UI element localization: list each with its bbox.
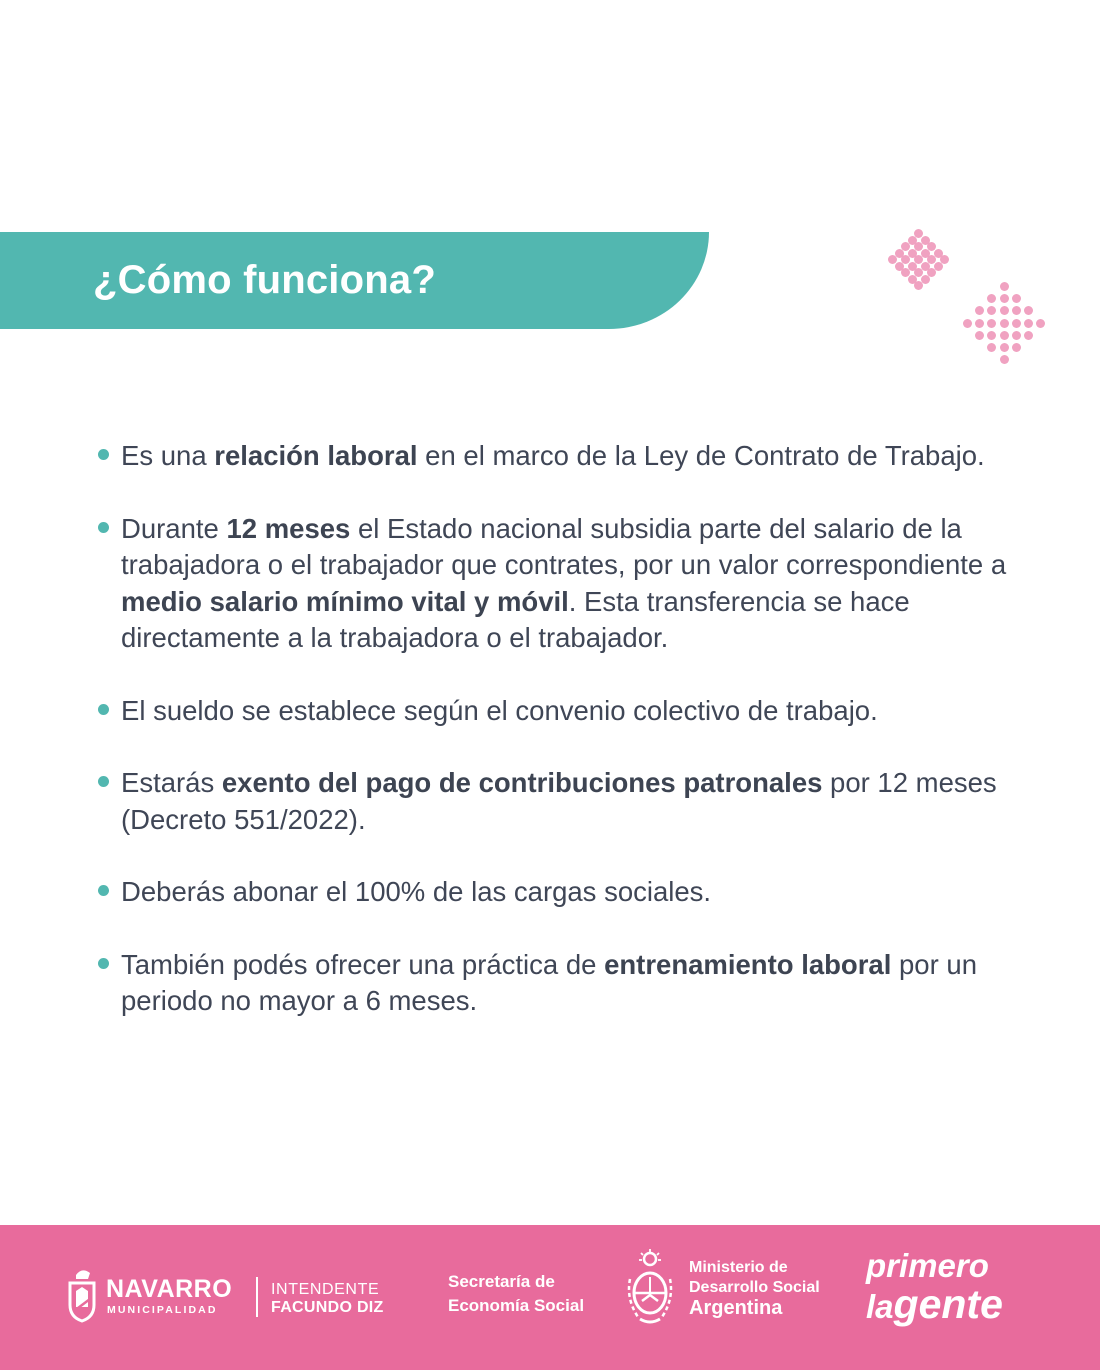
- text-run: en el marco de la Ley de Contrato de Trabajo.: [417, 440, 985, 471]
- text-run: el Estado nacional subsidia parte del salario de la trabajadora o el trabajador que contrates, por un valor correspondiente a: [121, 512, 1007, 580]
- ministerio-logo: [689, 1258, 820, 1318]
- secretaria-line-2: Economía Social: [448, 1296, 585, 1315]
- decor-dot: [1000, 343, 1009, 352]
- text-run: . Esta transferencia se hace directamente a la trabajadora o el trabajador.: [121, 585, 910, 653]
- text-run: por 12 meses (Decreto 551/2022).: [121, 767, 997, 835]
- text-run: El sueldo se establece según el convenio colectivo de trabajo.: [121, 694, 878, 726]
- decor-dot: [1036, 319, 1045, 328]
- bold-text: medio salario mínimo vital y móvil: [121, 585, 569, 617]
- list-item: [98, 693, 1038, 730]
- text-run: También podés ofrecer una práctica de: [121, 948, 605, 980]
- bullet-dot-icon: [98, 885, 109, 896]
- municipalidad-text: MUNICIPALIDAD: [107, 1304, 218, 1316]
- bold-text: relación laboral: [214, 440, 418, 471]
- list-item: [98, 511, 1038, 657]
- text-run: Deberás abonar el 100% de las cargas sociales.: [121, 876, 712, 907]
- primero-text: primero: [866, 1247, 989, 1284]
- decor-dot: [975, 331, 984, 340]
- ministerio-line-3: Argentina: [689, 1297, 783, 1319]
- ministerio-line-2: Desarrollo Social: [689, 1279, 820, 1296]
- secretaria-line-1: Secretaría de: [448, 1272, 555, 1291]
- intendente-label: INTENDENTE: [271, 1281, 380, 1298]
- decor-dot: [1012, 294, 1021, 303]
- decor-dot: [1012, 306, 1021, 315]
- bullet-dot-icon: [98, 704, 109, 715]
- text-run: por un periodo no mayor a 6 meses.: [121, 948, 977, 1016]
- navarro-logo-text: NAVARRO: [106, 1275, 233, 1303]
- secretaria-logo: [448, 1270, 584, 1318]
- info-list: [98, 438, 1038, 1020]
- list-item: [98, 874, 1038, 911]
- decor-dot: [987, 331, 996, 340]
- decor-dot: [987, 306, 996, 315]
- footer-logos: [0, 1225, 1100, 1370]
- decor-dot: [963, 319, 972, 328]
- text-run: Durante: [121, 512, 227, 544]
- page-title: ¿Cómo funciona?: [93, 258, 436, 302]
- la-text: la: [866, 1288, 894, 1325]
- decor-dot: [1000, 294, 1009, 303]
- bullet-dot-icon: [98, 958, 109, 969]
- decor-dot: [1000, 355, 1009, 364]
- logo-divider: [256, 1277, 258, 1317]
- bullet-dot-icon: [98, 776, 109, 787]
- decor-dot: [1000, 282, 1009, 291]
- decor-dot: [987, 343, 996, 352]
- bullet-dot-icon: [98, 522, 109, 533]
- decor-dot: [1024, 331, 1033, 340]
- decor-dot: [1000, 306, 1009, 315]
- decor-dot: [1000, 319, 1009, 328]
- bullet-dot-icon: [98, 449, 109, 460]
- text-run: Estarás: [121, 767, 222, 798]
- list-item: [98, 765, 1038, 838]
- text-run: Es una: [121, 440, 215, 471]
- decor-dot: [1024, 306, 1033, 315]
- list-item: [98, 947, 1038, 1020]
- bold-text: exento del pago de contribuciones patronales: [221, 767, 823, 798]
- primero-la-gente-logo: [866, 1247, 1003, 1326]
- intendente-name: FACUNDO DIZ: [271, 1299, 384, 1316]
- decor-dot: [914, 281, 923, 290]
- decor-dot: [987, 294, 996, 303]
- decor-dot: [1012, 319, 1021, 328]
- decor-dot: [1012, 331, 1021, 340]
- list-item: [98, 438, 1038, 475]
- decor-dot: [1012, 343, 1021, 352]
- bold-text: entrenamiento laboral: [604, 948, 892, 980]
- navarro-crest-icon: [66, 1265, 98, 1323]
- decor-dot: [975, 319, 984, 328]
- bold-text: 12 meses: [226, 512, 351, 544]
- argentina-coat-of-arms-icon: [624, 1249, 676, 1329]
- decor-dot: [975, 306, 984, 315]
- decor-dot: [1024, 319, 1033, 328]
- decor-dot: [1000, 331, 1009, 340]
- decor-dot: [987, 319, 996, 328]
- gente-text: gente: [893, 1281, 1003, 1327]
- ministerio-line-1: Ministerio de: [689, 1259, 788, 1276]
